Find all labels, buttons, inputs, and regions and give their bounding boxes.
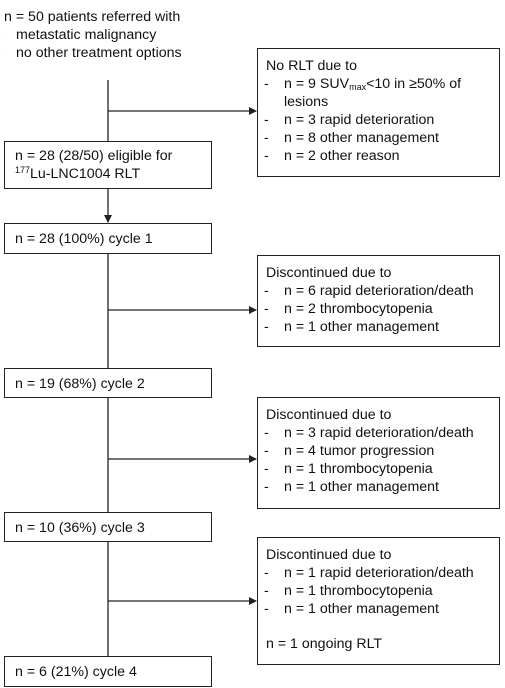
discontinued-item: - n = 1 rapid deterioration/death bbox=[258, 564, 493, 582]
discontinued-title: Discontinued due to bbox=[266, 547, 392, 563]
start-box bbox=[4, 8, 254, 80]
exclusion-box bbox=[257, 48, 500, 177]
suv-text-pre: n = 9 SUV bbox=[284, 76, 350, 92]
discontinued-item: - n = 1 other management bbox=[258, 600, 493, 618]
cycle1-label: n = 28 (100%) cycle 1 bbox=[15, 231, 153, 247]
discontinued-item: - n = 3 rapid deterioration/death bbox=[258, 424, 493, 442]
discontinued-box-2 bbox=[257, 397, 500, 509]
cycle4-label: n = 6 (21%) cycle 4 bbox=[15, 664, 137, 680]
exclusion-item-suv bbox=[258, 75, 493, 111]
suv-subscript: max bbox=[349, 82, 367, 92]
discontinued-title: Discontinued due to bbox=[266, 407, 392, 423]
start-title: n = 50 patients referred with bbox=[4, 9, 181, 25]
discontinued-box-1 bbox=[257, 255, 500, 347]
discontinued-item: - n = 1 thrombocytopenia bbox=[258, 460, 493, 478]
discontinued-title: Discontinued due to bbox=[266, 265, 392, 281]
exclusion-list bbox=[258, 75, 493, 165]
discontinued-list bbox=[258, 564, 493, 618]
eligible-line1: n = 28 (28/50) eligible for bbox=[15, 148, 173, 164]
discontinued-box-3 bbox=[257, 537, 500, 665]
discontinued-item: - n = 1 other management bbox=[258, 478, 493, 496]
exclusion-title: No RLT due to bbox=[266, 58, 357, 74]
eligible-agent: Lu-LNC1004 RLT bbox=[30, 166, 141, 182]
start-list bbox=[0, 26, 254, 62]
cycle4-box bbox=[4, 656, 212, 687]
cycle2-label: n = 19 (68%) cycle 2 bbox=[15, 376, 145, 392]
discontinued-item: - n = 1 other management bbox=[258, 318, 493, 336]
ongoing-note: n = 1 ongoing RLT bbox=[266, 636, 383, 652]
exclusion-item: - n = 8 other management bbox=[258, 129, 493, 147]
cycle3-label: n = 10 (36%) cycle 3 bbox=[15, 520, 145, 536]
exclusion-item: - n = 2 other reason bbox=[258, 147, 493, 165]
discontinued-list bbox=[258, 282, 493, 336]
suv-text-post: <10 in ≥50% of lesions bbox=[284, 76, 462, 110]
exclusion-item: - n = 3 rapid deterioration bbox=[258, 111, 493, 129]
cycle2-box bbox=[4, 368, 212, 398]
eligible-line2 bbox=[15, 165, 211, 183]
cycle3-box bbox=[4, 512, 212, 542]
discontinued-list bbox=[258, 424, 493, 496]
discontinued-item: - n = 6 rapid deterioration/death bbox=[258, 282, 493, 300]
start-item: - no other treatment options bbox=[0, 44, 254, 62]
start-item: - metastatic malignancy bbox=[0, 26, 254, 44]
discontinued-item: - n = 1 thrombocytopenia bbox=[258, 582, 493, 600]
eligible-box bbox=[4, 141, 212, 189]
cycle1-box bbox=[4, 223, 212, 254]
discontinued-item: - n = 4 tumor progression bbox=[258, 442, 493, 460]
isotope-superscript: 177 bbox=[15, 165, 31, 175]
discontinued-item: - n = 2 thrombocytopenia bbox=[258, 300, 493, 318]
